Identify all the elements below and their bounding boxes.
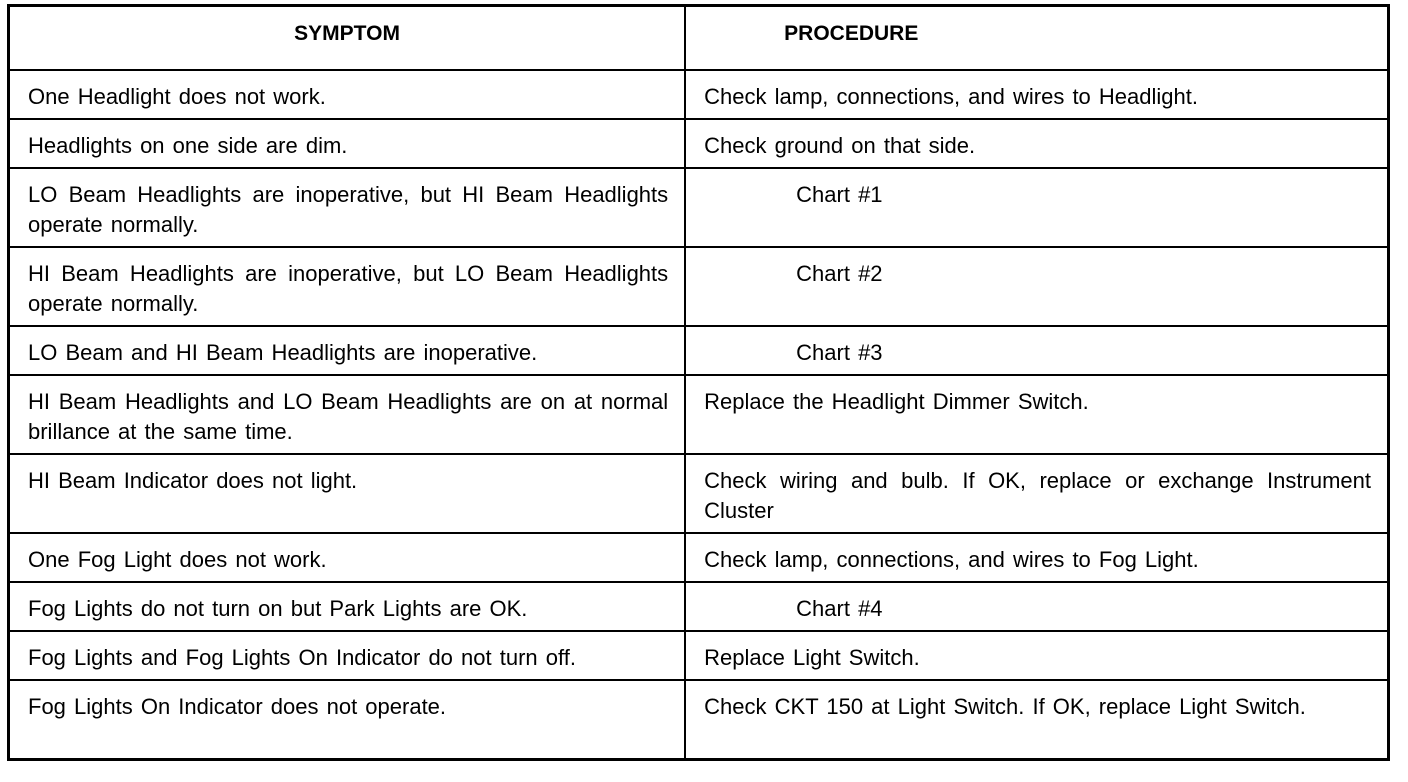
procedure-column-header: PROCEDURE <box>685 6 1388 71</box>
table-row <box>9 582 1389 631</box>
header-row <box>9 6 1389 71</box>
symptom-cell: HI Beam Headlights are inoperative, but LO Beam Headlights operate normally. <box>9 247 686 326</box>
symptom-column-header: SYMPTOM <box>9 6 686 71</box>
symptom-cell: LO Beam and HI Beam Headlights are inoperative. <box>9 326 686 375</box>
procedure-cell: Check lamp, connections, and wires to Fog Light. <box>685 533 1388 582</box>
symptom-procedure-table <box>7 4 1390 761</box>
symptom-cell: LO Beam Headlights are inoperative, but HI Beam Headlights operate normally. <box>9 168 686 247</box>
table-row <box>9 168 1389 247</box>
procedure-cell: Check wiring and bulb. If OK, replace or exchange Instrument Cluster <box>685 454 1388 533</box>
table-row <box>9 119 1389 168</box>
symptom-cell: HI Beam Headlights and LO Beam Headlights are on at normal brillance at the same time. <box>9 375 686 454</box>
table-row <box>9 70 1389 119</box>
procedure-chart-ref: Chart #2 <box>685 247 1388 326</box>
symptom-cell: Fog Lights and Fog Lights On Indicator do not turn off. <box>9 631 686 680</box>
table-row <box>9 454 1389 533</box>
table-row <box>9 680 1389 760</box>
symptom-cell: One Headlight does not work. <box>9 70 686 119</box>
procedure-chart-ref: Chart #3 <box>685 326 1388 375</box>
table-row <box>9 375 1389 454</box>
symptom-cell: Headlights on one side are dim. <box>9 119 686 168</box>
procedure-cell: Check CKT 150 at Light Switch. If OK, replace Light Switch. <box>685 680 1388 760</box>
table-row <box>9 326 1389 375</box>
procedure-cell: Replace Light Switch. <box>685 631 1388 680</box>
table-row <box>9 533 1389 582</box>
procedure-cell: Replace the Headlight Dimmer Switch. <box>685 375 1388 454</box>
procedure-cell: Check ground on that side. <box>685 119 1388 168</box>
symptom-cell: One Fog Light does not work. <box>9 533 686 582</box>
procedure-cell: Check lamp, connections, and wires to Headlight. <box>685 70 1388 119</box>
table-row <box>9 631 1389 680</box>
symptom-cell: HI Beam Indicator does not light. <box>9 454 686 533</box>
table-row <box>9 247 1389 326</box>
procedure-chart-ref: Chart #4 <box>685 582 1388 631</box>
procedure-chart-ref: Chart #1 <box>685 168 1388 247</box>
symptom-cell: Fog Lights do not turn on but Park Lights are OK. <box>9 582 686 631</box>
symptom-cell: Fog Lights On Indicator does not operate. <box>9 680 686 760</box>
